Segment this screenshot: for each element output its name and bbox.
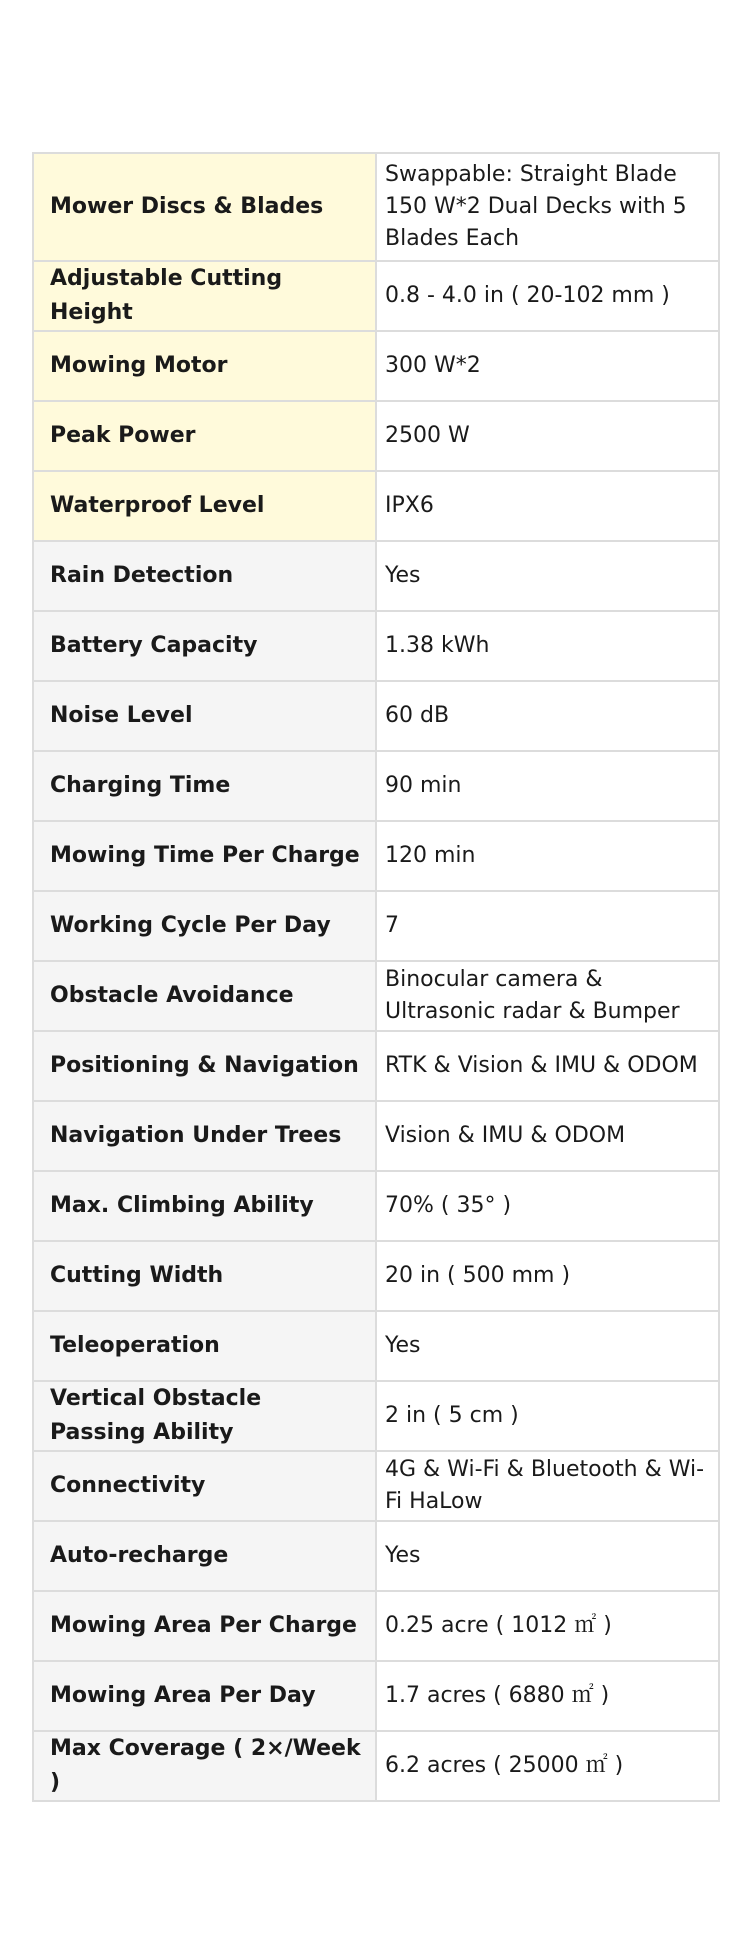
spec-row-max-climbing-ability: [33, 1171, 719, 1241]
spec-label: Battery Capacity: [33, 611, 376, 681]
spec-row-mowing-area-per-charge: [33, 1591, 719, 1661]
spec-row-battery-capacity: [33, 611, 719, 681]
spec-label: Mower Discs & Blades: [33, 153, 376, 261]
spec-value: Yes: [376, 1521, 719, 1591]
spec-row-mowing-time-per-charge: [33, 821, 719, 891]
spec-value: 0.8 - 4.0 in ( 20-102 mm ): [376, 261, 719, 331]
spec-value: 2500 W: [376, 401, 719, 471]
spec-value: Binocular camera & Ultrasonic radar & Bumper: [376, 961, 719, 1031]
spec-value: Yes: [376, 1311, 719, 1381]
spec-value: 1.38 kWh: [376, 611, 719, 681]
spec-label: Navigation Under Trees: [33, 1101, 376, 1171]
spec-value: 60 dB: [376, 681, 719, 751]
spec-value: 70% ( 35° ): [376, 1171, 719, 1241]
spec-row-positioning-navigation: [33, 1031, 719, 1101]
spec-label: Obstacle Avoidance: [33, 961, 376, 1031]
spec-label: Charging Time: [33, 751, 376, 821]
spec-label: Mowing Time Per Charge: [33, 821, 376, 891]
spec-value: RTK & Vision & IMU & ODOM: [376, 1031, 719, 1101]
spec-row-charging-time: [33, 751, 719, 821]
spec-value: 0.25 acre ( 1012 ㎡ ): [376, 1591, 719, 1661]
spec-label: Mowing Area Per Charge: [33, 1591, 376, 1661]
spec-label: Auto-recharge: [33, 1521, 376, 1591]
spec-row-peak-power: [33, 401, 719, 471]
spec-value: 2 in ( 5 cm ): [376, 1381, 719, 1451]
spec-label: Cutting Width: [33, 1241, 376, 1311]
spec-value: 120 min: [376, 821, 719, 891]
spec-label: Connectivity: [33, 1451, 376, 1521]
spec-value: 300 W*2: [376, 331, 719, 401]
spec-value: Yes: [376, 541, 719, 611]
spec-value: 20 in ( 500 mm ): [376, 1241, 719, 1311]
spec-row-auto-recharge: [33, 1521, 719, 1591]
spec-label: Working Cycle Per Day: [33, 891, 376, 961]
spec-label: Max. Climbing Ability: [33, 1171, 376, 1241]
spec-row-waterproof-level: [33, 471, 719, 541]
spec-label: Vertical Obstacle Passing Ability: [33, 1381, 376, 1451]
spec-value: 1.7 acres ( 6880 ㎡ ): [376, 1661, 719, 1731]
spec-row-working-cycle-per-day: [33, 891, 719, 961]
spec-label: Peak Power: [33, 401, 376, 471]
spec-row-rain-detection: [33, 541, 719, 611]
spec-row-noise-level: [33, 681, 719, 751]
spec-value: 7: [376, 891, 719, 961]
spec-value: 90 min: [376, 751, 719, 821]
spec-label: Positioning & Navigation: [33, 1031, 376, 1101]
spec-row-navigation-under-trees: [33, 1101, 719, 1171]
spec-value: 6.2 acres ( 25000 ㎡ ): [376, 1731, 719, 1801]
spec-label: Rain Detection: [33, 541, 376, 611]
spec-label: Max Coverage ( 2×/Week ): [33, 1731, 376, 1801]
spec-value: Vision & IMU & ODOM: [376, 1101, 719, 1171]
spec-row-mower-discs-blades: [33, 153, 719, 261]
spec-row-mowing-motor: [33, 331, 719, 401]
spec-table: [32, 152, 720, 1802]
spec-value: IPX6: [376, 471, 719, 541]
spec-row-mowing-area-per-day: [33, 1661, 719, 1731]
spec-value: 4G & Wi-Fi & Bluetooth & Wi-Fi HaLow: [376, 1451, 719, 1521]
spec-row-obstacle-avoidance: [33, 961, 719, 1031]
spec-label: Waterproof Level: [33, 471, 376, 541]
spec-label: Adjustable Cutting Height: [33, 261, 376, 331]
spec-label: Mowing Motor: [33, 331, 376, 401]
spec-row-max-coverage: [33, 1731, 719, 1801]
spec-row-connectivity: [33, 1451, 719, 1521]
spec-row-adjustable-cutting-height: [33, 261, 719, 331]
spec-label: Mowing Area Per Day: [33, 1661, 376, 1731]
spec-row-vertical-obstacle-passing-ability: [33, 1381, 719, 1451]
spec-label: Teleoperation: [33, 1311, 376, 1381]
spec-label: Noise Level: [33, 681, 376, 751]
spec-row-teleoperation: [33, 1311, 719, 1381]
spec-row-cutting-width: [33, 1241, 719, 1311]
spec-value: Swappable: Straight Blade 150 W*2 Dual Decks with 5 Blades Each: [376, 153, 719, 261]
